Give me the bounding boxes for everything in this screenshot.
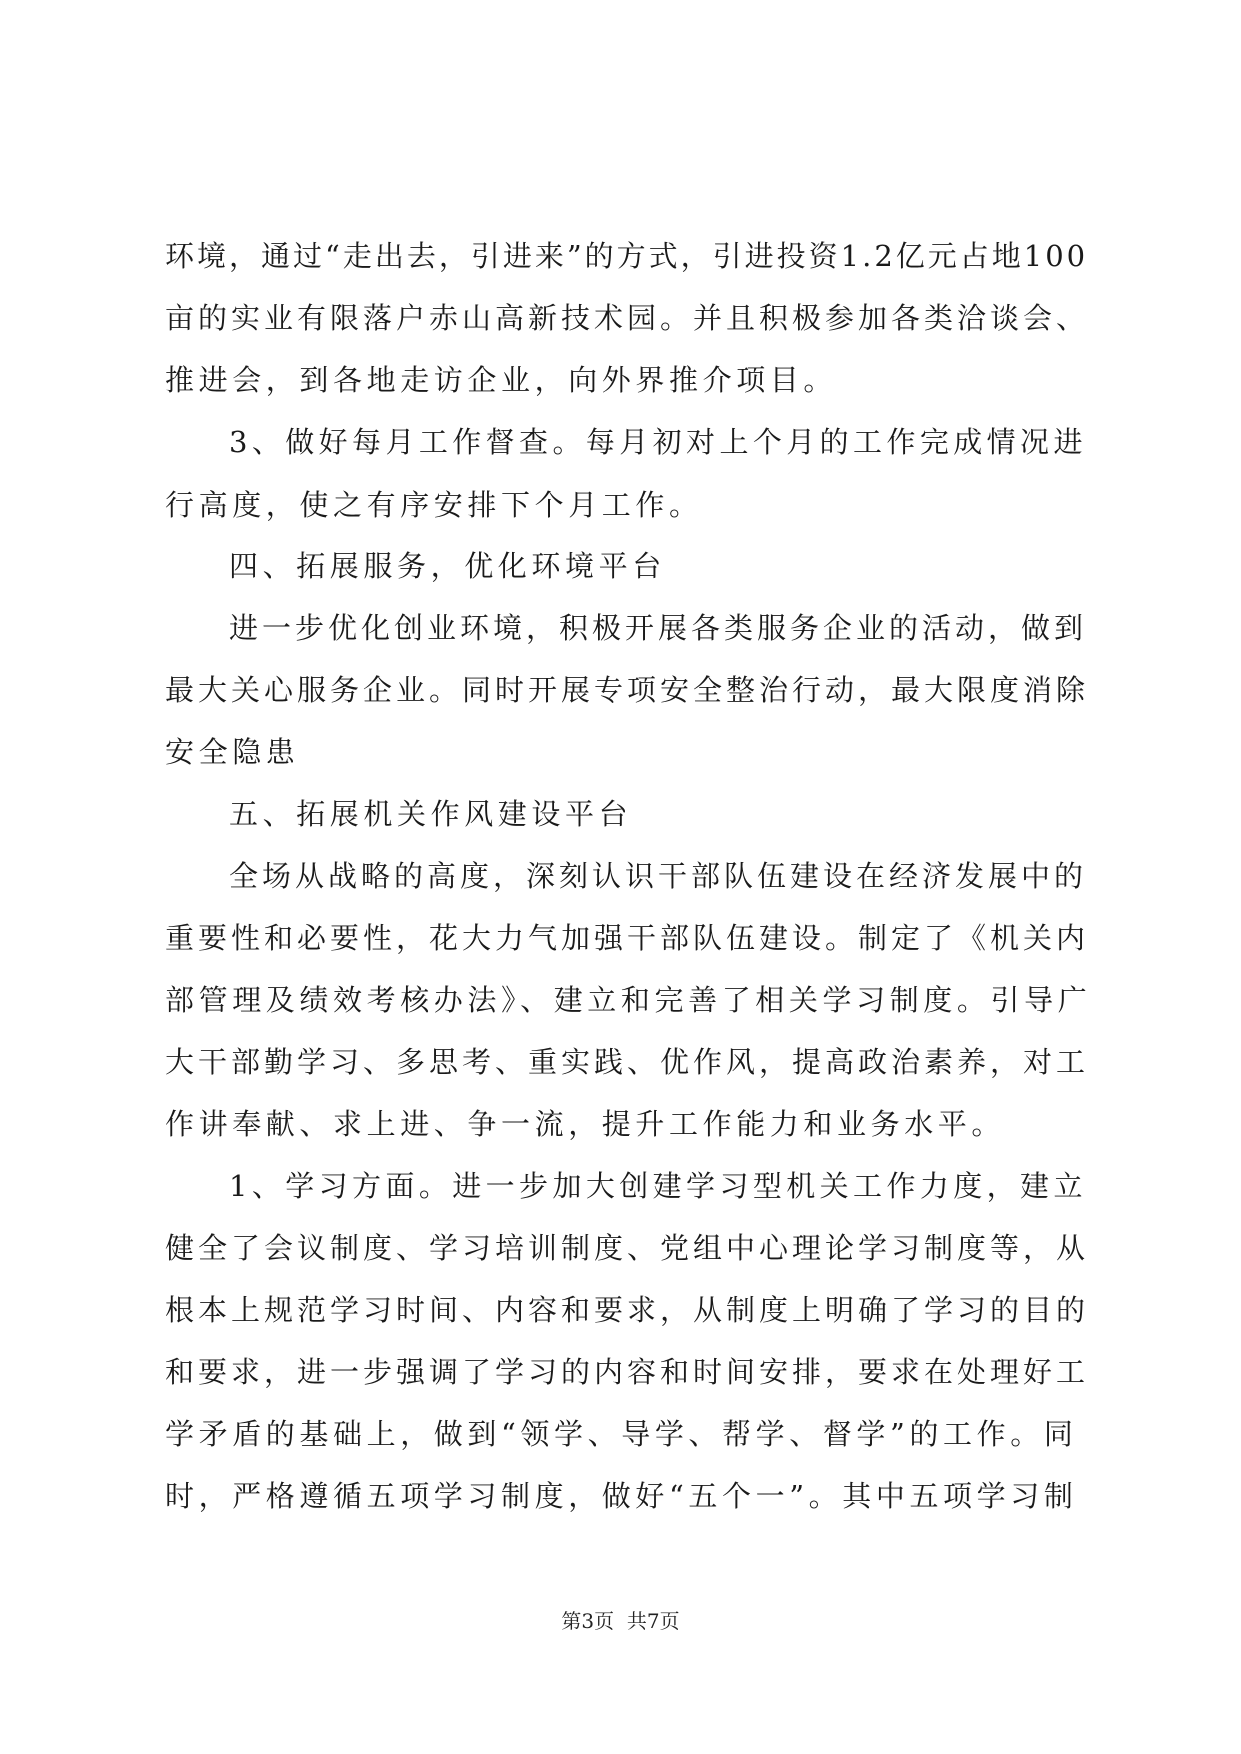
body-text-line: 1、学习方面。进一步加大创建学习型机关工作力度，建立 <box>229 1169 1087 1203</box>
body-text-line: 行高度，使之有序安排下个月工作。 <box>165 488 703 522</box>
body-text-line: 进一步优化创业环境，积极开展各类服务企业的活动，做到 <box>229 611 1088 645</box>
page-number-footer: 第3页 共7页 <box>561 1609 680 1633</box>
body-text-line: 3、做好每月工作督查。每月初对上个月的工作完成情况进 <box>229 425 1087 459</box>
body-text-line: 亩的实业有限落户赤山高新技术园。并且积极参加各类洽谈会、 <box>165 301 1090 335</box>
section-heading: 四、拓展服务，优化环境平台 <box>229 549 666 583</box>
body-text-line: 和要求，进一步强调了学习的内容和时间安排，要求在处理好工 <box>165 1355 1090 1389</box>
body-text-line: 时，严格遵循五项学习制度，做好“五个一”。其中五项学习制 <box>165 1479 1078 1513</box>
body-text-line: 全场从战略的高度，深刻认识干部队伍建设在经济发展中的 <box>229 859 1088 893</box>
body-text-line: 部管理及绩效考核办法》、建立和完善了相关学习制度。引导广 <box>165 983 1092 1017</box>
body-text-line: 大干部勤学习、多思考、重实践、优作风，提高政治素养，对工 <box>165 1045 1090 1079</box>
body-text-line: 环境，通过“走出去，引进来”的方式，引进投资1.2亿元占地100 <box>165 239 1089 273</box>
body-text-line: 学矛盾的基础上，做到“领学、导学、帮学、督学”的工作。同 <box>165 1417 1078 1451</box>
body-text-line: 健全了会议制度、学习培训制度、党组中心理论学习制度等，从 <box>165 1231 1090 1265</box>
body-text-line: 重要性和必要性，花大力气加强干部队伍建设。制定了《机关内 <box>165 921 1090 955</box>
section-heading: 五、拓展机关作风建设平台 <box>229 797 633 831</box>
body-text-line: 根本上规范学习时间、内容和要求，从制度上明确了学习的目的 <box>165 1293 1090 1327</box>
body-text-line: 作讲奉献、求上进、争一流，提升工作能力和业务水平。 <box>165 1107 1006 1141</box>
body-text-line: 推进会，到各地走访企业，向外界推介项目。 <box>165 363 838 397</box>
body-text-line: 最大关心服务企业。同时开展专项安全整治行动，最大限度消除 <box>165 673 1090 707</box>
body-text-line: 安全隐患 <box>165 735 300 769</box>
